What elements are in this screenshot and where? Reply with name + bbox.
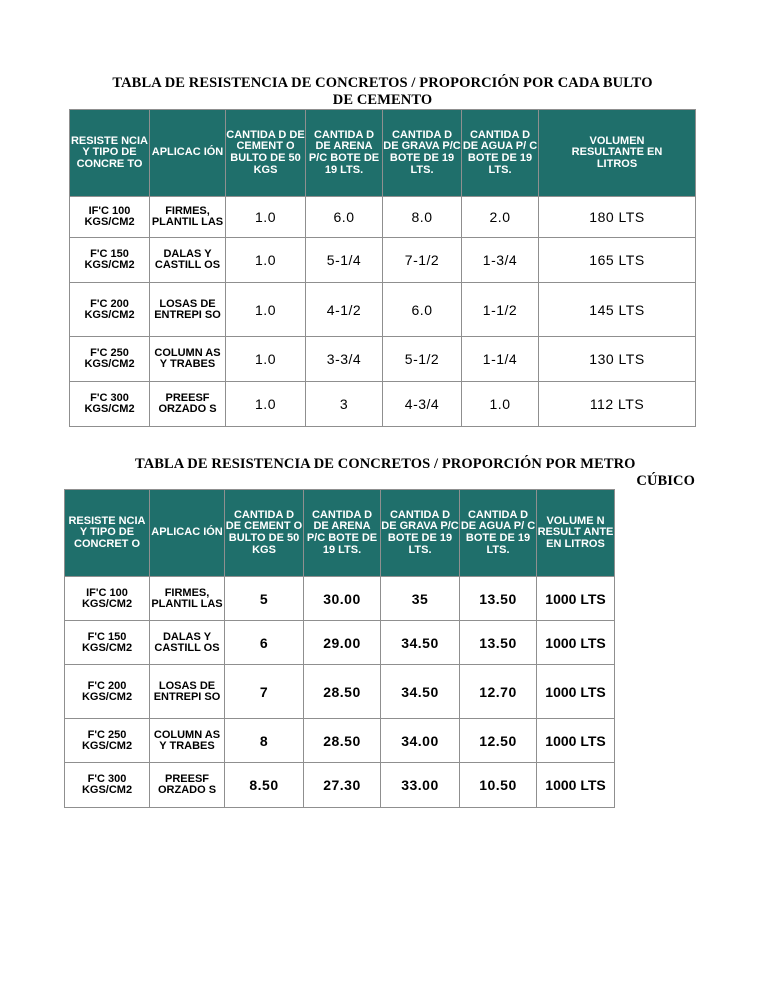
- table2-title: [135, 456, 695, 490]
- table-cell: 7: [225, 665, 304, 719]
- table-cell: LOSAS DE ENTREPI SO: [150, 283, 226, 337]
- table-cell: 1.0: [226, 197, 306, 238]
- header-cell: CANTIDA D DE ARENA P/C BOTE DE 19 LTS.: [304, 490, 381, 577]
- table-cell: 27.30: [304, 763, 381, 808]
- table-cell: 28.50: [304, 665, 381, 719]
- header-cell: RESISTE NCIA Y TIPO DE CONCRE TO: [70, 110, 150, 197]
- table-cell: 1000 LTS: [537, 665, 615, 719]
- table-cell: F'C 150 KGS/CM2: [70, 238, 150, 283]
- table-cell: 8.0: [383, 197, 462, 238]
- table-cell: 13.50: [460, 577, 537, 621]
- table-row: [70, 382, 696, 427]
- table-cell: COLUMN AS Y TRABES: [150, 337, 226, 382]
- table2-per-cubic-meter: [64, 489, 615, 808]
- table-cell: F'C 200 KGS/CM2: [65, 665, 150, 719]
- table-cell: 33.00: [381, 763, 460, 808]
- table-row: [65, 621, 615, 665]
- table-cell: F'C 300 KGS/CM2: [65, 763, 150, 808]
- table-cell: 28.50: [304, 719, 381, 763]
- table-cell: 6.0: [306, 197, 383, 238]
- table-cell: DALAS Y CASTILL OS: [150, 238, 226, 283]
- table-cell: COLUMN AS Y TRABES: [150, 719, 225, 763]
- header-cell: RESISTE NCIA Y TIPO DE CONCRET O: [65, 490, 150, 577]
- table-cell: 12.50: [460, 719, 537, 763]
- table-cell: 1.0: [226, 337, 306, 382]
- table-cell: 145 LTS: [539, 283, 696, 337]
- table-row: [65, 665, 615, 719]
- table-cell: PREESF ORZADO S: [150, 763, 225, 808]
- table-cell: PREESF ORZADO S: [150, 382, 226, 427]
- table-row: [70, 238, 696, 283]
- table-cell: F'C 150 KGS/CM2: [65, 621, 150, 665]
- table-cell: 34.50: [381, 621, 460, 665]
- table-cell: 29.00: [304, 621, 381, 665]
- table-cell: 35: [381, 577, 460, 621]
- table-cell: FIRMES, PLANTIL LAS: [150, 577, 225, 621]
- table-cell: 6.0: [383, 283, 462, 337]
- table-cell: 3-3/4: [306, 337, 383, 382]
- table1-per-bag: [69, 109, 696, 427]
- table-cell: LOSAS DE ENTREPI SO: [150, 665, 225, 719]
- header-cell: CANTIDA D DE CEMENT O BULTO DE 50 KGS: [225, 490, 304, 577]
- table-cell: 8.50: [225, 763, 304, 808]
- table-cell: 7-1/2: [383, 238, 462, 283]
- header-cell: APLICAC IÓN: [150, 490, 225, 577]
- table-row: [70, 197, 696, 238]
- table-cell: 1000 LTS: [537, 719, 615, 763]
- header-cell: CANTIDA D DE AGUA P/ C BOTE DE 19 LTS.: [462, 110, 539, 197]
- table-cell: 130 LTS: [539, 337, 696, 382]
- table-row: [70, 337, 696, 382]
- table-cell: DALAS Y CASTILL OS: [150, 621, 225, 665]
- header-cell: CANTIDA D DE AGUA P/ C BOTE DE 19 LTS.: [460, 490, 537, 577]
- table-row: [65, 577, 615, 621]
- table-cell: 4-1/2: [306, 283, 383, 337]
- table-cell: 1000 LTS: [537, 577, 615, 621]
- table1-title: [70, 75, 695, 109]
- table-row: [70, 283, 696, 337]
- table2-title-line1: TABLA DE RESISTENCIA DE CONCRETOS / PROPORCIÓN POR METRO: [135, 456, 636, 472]
- table-cell: 6: [225, 621, 304, 665]
- table-cell: 1.0: [226, 382, 306, 427]
- table-cell: F'C 200 KGS/CM2: [70, 283, 150, 337]
- table-cell: 1-3/4: [462, 238, 539, 283]
- table-cell: FIRMES, PLANTIL LAS: [150, 197, 226, 238]
- table-cell: 30.00: [304, 577, 381, 621]
- table-cell: 180 LTS: [539, 197, 696, 238]
- table-cell: 1000 LTS: [537, 763, 615, 808]
- table-cell: 112 LTS: [539, 382, 696, 427]
- table1-header-row: [70, 110, 696, 197]
- header-cell: CANTIDA D DE ARENA P/C BOTE DE 19 LTS.: [306, 110, 383, 197]
- header-cell: CANTIDA D DE CEMENT O BULTO DE 50 KGS: [226, 110, 306, 197]
- table-row: [65, 719, 615, 763]
- table-cell: 1-1/2: [462, 283, 539, 337]
- table-cell: 34.00: [381, 719, 460, 763]
- table-cell: 12.70: [460, 665, 537, 719]
- table-cell: F'C 250 KGS/CM2: [70, 337, 150, 382]
- table-cell: 1.0: [226, 283, 306, 337]
- table-cell: 4-3/4: [383, 382, 462, 427]
- table-row: [65, 763, 615, 808]
- table-cell: 5-1/2: [383, 337, 462, 382]
- table-cell: 34.50: [381, 665, 460, 719]
- table-cell: F'C 300 KGS/CM2: [70, 382, 150, 427]
- table-cell: 1-1/4: [462, 337, 539, 382]
- table-cell: 165 LTS: [539, 238, 696, 283]
- header-cell: CANTIDA D DE GRAVA P/C BOTE DE 19 LTS.: [381, 490, 460, 577]
- table2-title-line2: CÚBICO: [636, 473, 695, 489]
- header-cell: VOLUMEN RESULTANTE EN LITROS: [539, 110, 696, 197]
- table1-title-line1: TABLA DE RESISTENCIA DE CONCRETOS / PROPORCIÓN POR CADA BULTO: [112, 75, 653, 91]
- table-cell: 1.0: [226, 238, 306, 283]
- table-cell: 5-1/4: [306, 238, 383, 283]
- header-cell: CANTIDA D DE GRAVA P/C BOTE DE 19 LTS.: [383, 110, 462, 197]
- table-cell: 5: [225, 577, 304, 621]
- table1-title-line2: DE CEMENTO: [332, 92, 433, 108]
- table-cell: 13.50: [460, 621, 537, 665]
- table-cell: IF'C 100 KGS/CM2: [65, 577, 150, 621]
- table-cell: 1000 LTS: [537, 621, 615, 665]
- table-cell: 1.0: [462, 382, 539, 427]
- table-cell: 8: [225, 719, 304, 763]
- table-cell: 10.50: [460, 763, 537, 808]
- table-cell: 2.0: [462, 197, 539, 238]
- header-cell: APLICAC IÓN: [150, 110, 226, 197]
- table-cell: 3: [306, 382, 383, 427]
- table-cell: F'C 250 KGS/CM2: [65, 719, 150, 763]
- table-cell: IF'C 100 KGS/CM2: [70, 197, 150, 238]
- header-cell: VOLUME N RESULT ANTE EN LITROS: [537, 490, 615, 577]
- table2-header-row: [65, 490, 615, 577]
